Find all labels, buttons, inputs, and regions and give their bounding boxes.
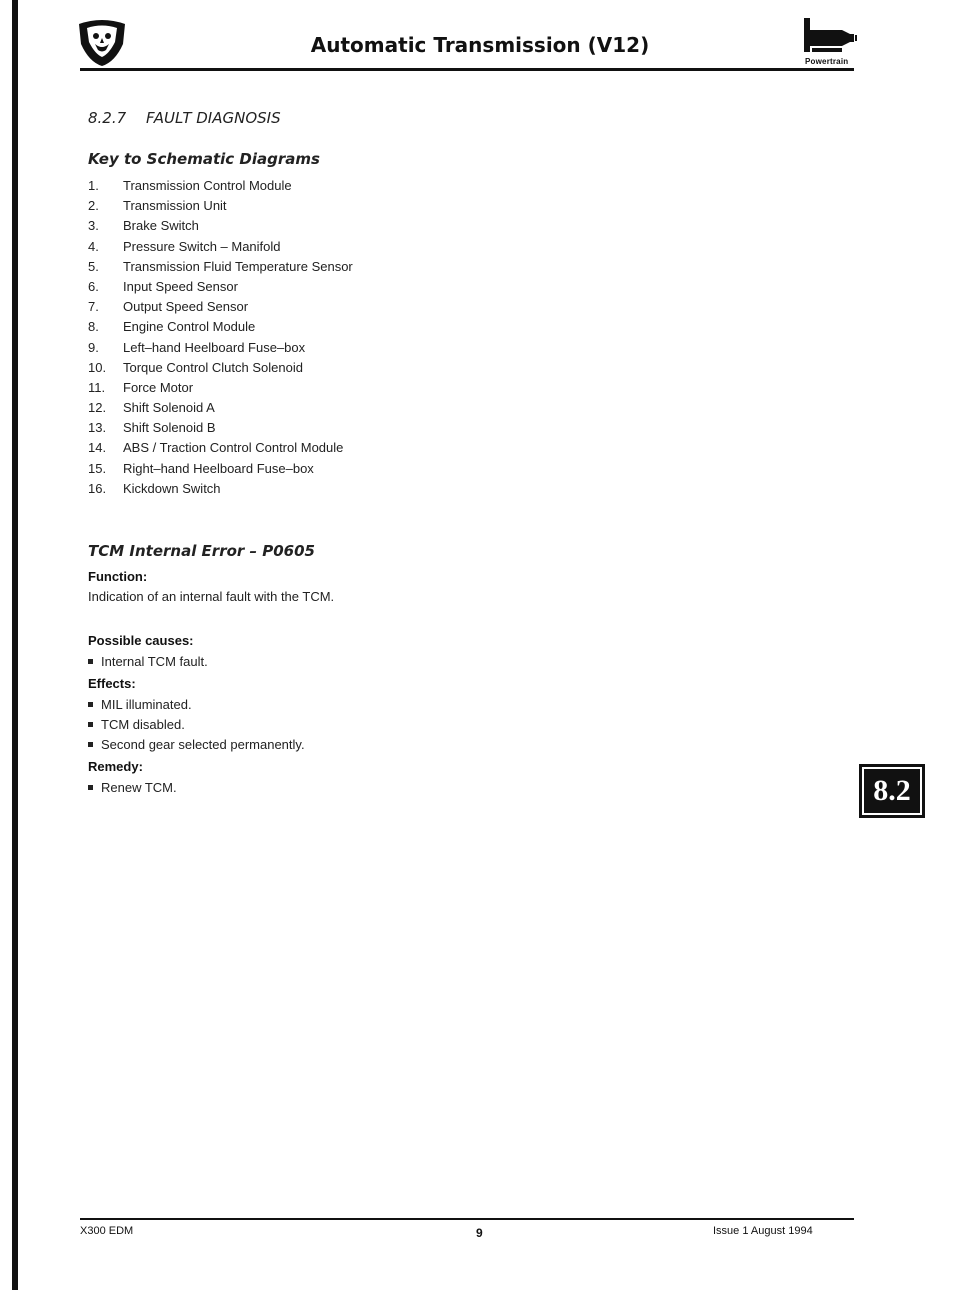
binding-bar: [12, 0, 18, 1290]
list-item: Renew TCM.: [88, 780, 177, 795]
list-item: TCM disabled.: [88, 717, 185, 732]
list-item: 6. Input Speed Sensor: [88, 278, 238, 294]
list-item: 8. Engine Control Module: [88, 319, 256, 335]
list-item: 4. Pressure Switch – Manifold: [88, 238, 281, 254]
section-heading: [88, 109, 281, 127]
section-number: 8.2.7: [88, 109, 127, 127]
list-item: 11. Force Motor: [88, 379, 194, 395]
powertrain-icon: [802, 16, 858, 56]
section-tab-label: 8.2: [873, 774, 911, 807]
effects-label: Effects:: [88, 676, 136, 691]
function-text: Indication of an internal fault with the TCM.: [88, 589, 335, 604]
function-label: Function:: [88, 569, 148, 584]
page-title: Automatic Transmission (V12): [310, 33, 650, 57]
section-label: Powertrain: [805, 57, 849, 66]
header-rule: [80, 68, 854, 71]
list-item: 7. Output Speed Sensor: [88, 299, 249, 315]
list-item: MIL illuminated.: [88, 697, 192, 712]
list-item: 14. ABS / Traction Control Control Module: [88, 440, 344, 456]
page-header: [0, 0, 960, 80]
list-item: 10. Torque Control Clutch Solenoid: [88, 359, 303, 375]
list-item: 3. Brake Switch: [88, 218, 199, 234]
list-item: 12. Shift Solenoid A: [88, 400, 215, 416]
remedy-label: Remedy:: [88, 759, 143, 774]
fault-heading: TCM Internal Error – P0605: [88, 542, 315, 560]
list-item: 15. Right–hand Heelboard Fuse–box: [88, 460, 314, 476]
causes-label: Possible causes:: [88, 633, 194, 648]
key-list: [88, 176, 353, 499]
list-item: 16. Kickdown Switch: [88, 480, 221, 496]
list-item: 13. Shift Solenoid B: [88, 420, 216, 436]
list-item: 5. Transmission Fluid Temperature Sensor: [88, 258, 353, 274]
section-title: FAULT DIAGNOSIS: [146, 109, 281, 127]
footer-issue: Issue 1 August 1994: [713, 1225, 813, 1237]
footer-rule: [80, 1218, 854, 1220]
list-item: Internal TCM fault.: [88, 654, 208, 669]
page-number: 9: [476, 1226, 483, 1240]
section-tab: [859, 764, 925, 818]
list-item: Second gear selected permanently.: [88, 737, 305, 752]
list-item: 9. Left–hand Heelboard Fuse–box: [88, 339, 306, 355]
key-heading: Key to Schematic Diagrams: [88, 150, 320, 168]
footer-document: X300 EDM: [80, 1225, 134, 1237]
list-item: 1. Transmission Control Module: [88, 178, 292, 193]
list-item: 2. Transmission Unit: [88, 198, 227, 214]
